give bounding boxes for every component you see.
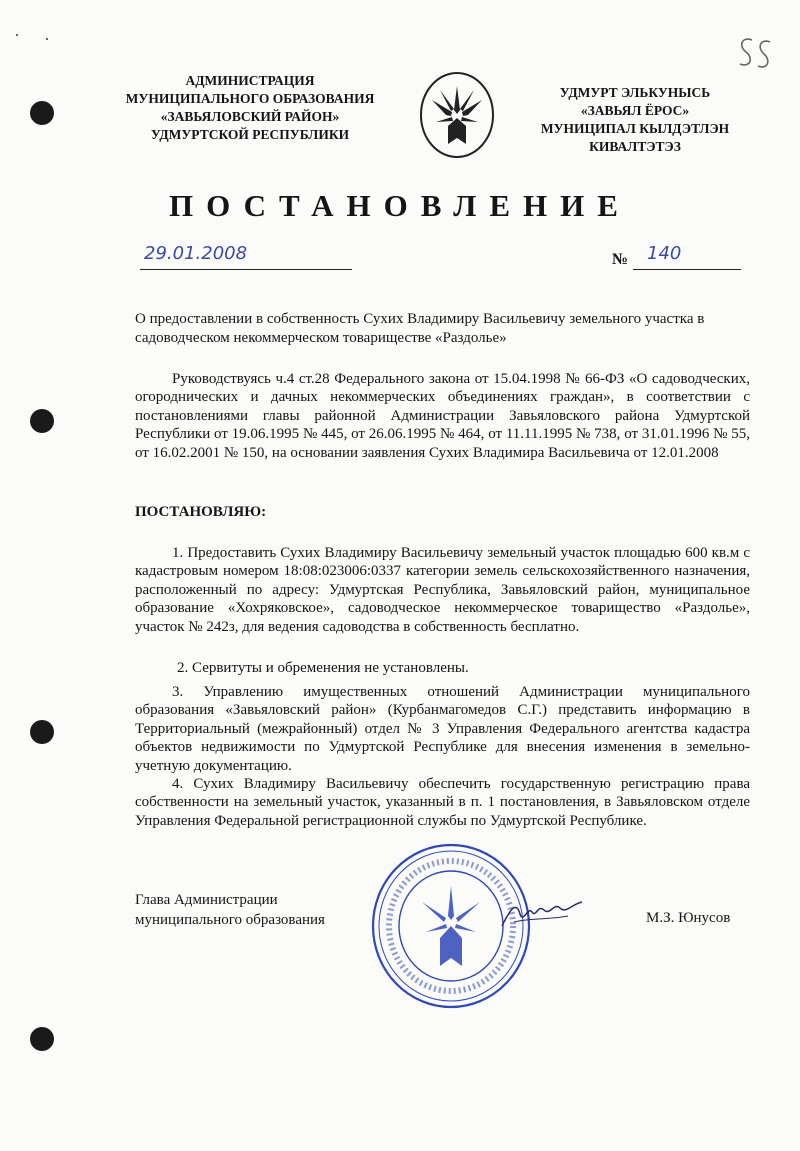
decree-item-3: 3. Управлению имущественных отношений Администрации муниципального образования «Завьяловский район» (Курбанмагомедов С.Г.) представить информацию в Территориальный (межрайонный) отдел № 3 Управления Федерального агентства кадастра объектов недвижимости по Удмуртской Республике для внесения изменения в земельно-учетную документацию. [135, 684, 750, 774]
document-subject: О предоставлении в собственность Сухих Владимиру Васильевичу земельного участка в садоводческом некоммерческом товариществе «Раздолье» [135, 311, 705, 346]
document-title: ПОСТАНОВЛЕНИЕ [169, 188, 631, 223]
date-field [140, 243, 352, 270]
decree-item-2: 2. Сервитуты и обременения не установлены. [177, 660, 469, 676]
header-right-line: МУНИЦИПАЛ КЫЛДЭТЛЭН [540, 121, 730, 136]
header-right-line: «ЗАВЬЯЛ ЁРОС» [580, 103, 690, 118]
signatory-name: М.З. Юнусов [646, 910, 731, 926]
header-left-line: УДМУРТСКОЙ РЕСПУБЛИКИ [150, 127, 350, 142]
header-left-line: МУНИЦИПАЛЬНОГО ОБРАЗОВАНИЯ [125, 91, 375, 106]
header-right-line: КИВАЛТЭТЭЗ [589, 139, 681, 154]
decree-word: ПОСТАНОВЛЯЮ: [135, 504, 267, 520]
binder-hole [30, 720, 54, 744]
binder-hole [30, 101, 54, 125]
header-right-line: УДМУРТ ЭЛЬКУНЫСЬ [559, 85, 711, 100]
handwritten-number: 140 [647, 243, 682, 264]
corner-handwritten-mark [730, 28, 780, 88]
decree-item-4: 4. Сухих Владимиру Васильевичу обеспечить государственную регистрацию права собственности на земельный участок, указанный в п. 1 постановления, в Завьяловском отделе Управления Федеральной регистрационной службы по Удмуртской Республике. [135, 776, 750, 829]
speck [46, 38, 48, 40]
number-field [633, 243, 741, 270]
binder-hole [30, 1027, 54, 1051]
header-left-line: «ЗАВЬЯЛОВСКИЙ РАЙОН» [160, 109, 340, 124]
header-left-line: АДМИНИСТРАЦИЯ [185, 73, 315, 88]
signatory-position [135, 890, 325, 930]
decree-item-1: 1. Предоставить Сухих Владимиру Васильевичу земельный участок площадью 600 кв.м с кадастровым номером 18:08:023006:0337 категории земель сельскохозяйственного назначения, расположенный по адресу: Удмуртская Республика, Завьяловский район, муниципальное образование «Хохряковское», садоводческое некоммерческое товарищество «Раздолье», участок № 242з, для ведения садоводства в собственность бесплатно. [135, 545, 750, 635]
position-line: Глава Администрации [135, 892, 278, 908]
header-left-block [110, 72, 390, 144]
binder-hole [30, 409, 54, 433]
header-right-block [520, 84, 750, 156]
number-label: № [612, 251, 629, 268]
handwritten-signature [498, 892, 584, 934]
coat-of-arms-emblem [418, 70, 496, 160]
speck [16, 34, 18, 36]
position-line: муниципального образования [135, 912, 325, 928]
handwritten-date: 29.01.2008 [144, 243, 248, 264]
preamble-paragraph: Руководствуясь ч.4 ст.28 Федерального закона от 15.04.1998 № 66-ФЗ «О садоводческих, огороднических и дачных некоммерческих объединениях граждан», в соответствии с постановлениями главы районной Администрации Завьяловского района Удмуртской Республики от 19.06.1995 № 445, от 26.06.1995 № 464, от 11.11.1995 № 738, от 31.01.1996 № 55, от 16.02.2001 № 150, на основании заявления Сухих Владимира Васильевича от 12.01.2008 [135, 371, 750, 461]
